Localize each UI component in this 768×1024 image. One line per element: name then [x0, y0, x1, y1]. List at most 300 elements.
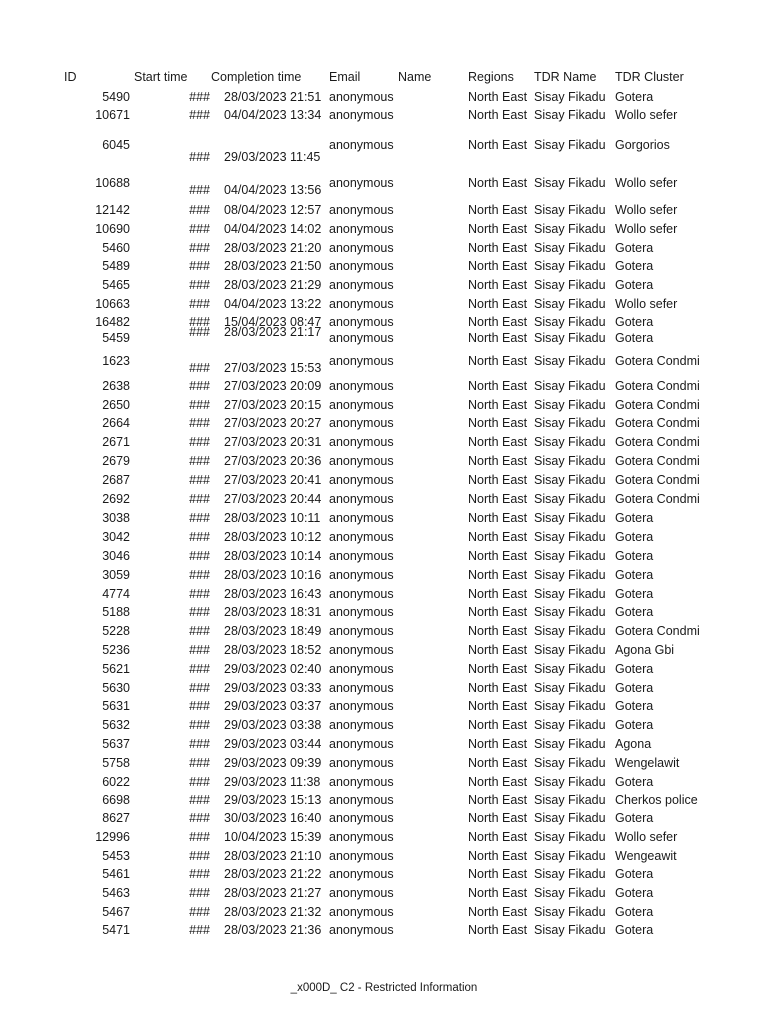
- cell-region: North East: [468, 756, 528, 770]
- cell-completion-time: 28/03/2023 18:52: [224, 643, 322, 657]
- cell-region: North East: [468, 511, 528, 525]
- cell-tdr-name: Sisay Fikadu: [534, 775, 606, 789]
- cell-email: anonymous: [329, 605, 394, 619]
- cell-region: North East: [468, 699, 528, 713]
- cell-tdr-cluster: Agona Gbi: [615, 643, 675, 657]
- cell-region: North East: [468, 90, 528, 104]
- cell-email: anonymous: [329, 793, 394, 807]
- cell-tdr-name: Sisay Fikadu: [534, 354, 606, 368]
- cell-email: anonymous: [329, 138, 394, 152]
- cell-completion-time: 28/03/2023 21:10: [224, 849, 322, 863]
- cell-completion-time: 29/03/2023 11:45: [224, 150, 321, 164]
- header-id: ID: [64, 70, 77, 84]
- cell-id: 5465: [102, 278, 130, 292]
- cell-tdr-cluster: Gotera: [615, 259, 654, 273]
- cell-start-time: ###: [189, 775, 210, 789]
- cell-region: North East: [468, 811, 528, 825]
- cell-email: anonymous: [329, 416, 394, 430]
- cell-id: 12142: [95, 203, 130, 217]
- cell-completion-time: 04/04/2023 14:02: [224, 222, 322, 236]
- cell-id: 5621: [102, 662, 130, 676]
- cell-completion-time: 15/04/2023 08:47: [224, 315, 322, 329]
- cell-completion-time: 29/03/2023 03:33: [224, 681, 322, 695]
- cell-email: anonymous: [329, 886, 394, 900]
- cell-tdr-name: Sisay Fikadu: [534, 905, 606, 919]
- cell-id: 10688: [95, 176, 130, 190]
- cell-start-time: ###: [189, 203, 210, 217]
- cell-start-time: ###: [189, 361, 210, 375]
- cell-start-time: ###: [189, 923, 210, 937]
- cell-region: North East: [468, 923, 528, 937]
- cell-tdr-name: Sisay Fikadu: [534, 241, 606, 255]
- cell-id: 8627: [102, 811, 130, 825]
- cell-start-time: ###: [189, 530, 210, 544]
- cell-tdr-name: Sisay Fikadu: [534, 176, 606, 190]
- cell-tdr-cluster: Gotera: [615, 568, 654, 582]
- classification-footer: _x000D_ C2 - Restricted Information: [290, 982, 478, 994]
- cell-id: 16482: [95, 315, 130, 329]
- cell-email: anonymous: [329, 662, 394, 676]
- cell-tdr-cluster: Wollo sefer: [615, 176, 678, 190]
- cell-tdr-name: Sisay Fikadu: [534, 278, 606, 292]
- cell-id: 2679: [102, 454, 130, 468]
- cell-completion-time: 04/04/2023 13:34: [224, 108, 322, 122]
- header-tdr-name: TDR Name: [534, 70, 597, 84]
- cell-tdr-name: Sisay Fikadu: [534, 811, 606, 825]
- cell-region: North East: [468, 435, 528, 449]
- cell-id: 3059: [102, 568, 130, 582]
- cell-tdr-name: Sisay Fikadu: [534, 662, 606, 676]
- cell-tdr-cluster: Wengeawit: [615, 849, 677, 863]
- cell-email: anonymous: [329, 624, 394, 638]
- cell-email: anonymous: [329, 222, 394, 236]
- cell-start-time: ###: [189, 756, 210, 770]
- cell-id: 5467: [102, 905, 130, 919]
- cell-region: North East: [468, 241, 528, 255]
- cell-completion-time: 27/03/2023 20:41: [224, 473, 322, 487]
- cell-id: 5461: [102, 867, 130, 881]
- cell-region: North East: [468, 587, 528, 601]
- cell-id: 5460: [102, 241, 130, 255]
- cell-tdr-name: Sisay Fikadu: [534, 511, 606, 525]
- header-name: Name: [398, 70, 432, 84]
- cell-email: anonymous: [329, 473, 394, 487]
- cell-email: anonymous: [329, 354, 394, 368]
- cell-email: anonymous: [329, 331, 394, 345]
- cell-tdr-cluster: Gotera: [615, 530, 654, 544]
- cell-id: 1623: [102, 354, 130, 368]
- cell-start-time: ###: [189, 416, 210, 430]
- cell-tdr-name: Sisay Fikadu: [534, 379, 606, 393]
- cell-region: North East: [468, 886, 528, 900]
- cell-region: North East: [468, 176, 528, 190]
- cell-completion-time: 28/03/2023 10:16: [224, 568, 322, 582]
- cell-tdr-cluster: Gotera: [615, 605, 654, 619]
- cell-completion-time: 28/03/2023 21:27: [224, 886, 322, 900]
- cell-id: 3042: [102, 530, 130, 544]
- cell-tdr-cluster: Wollo sefer: [615, 108, 678, 122]
- cell-tdr-name: Sisay Fikadu: [534, 138, 606, 152]
- cell-start-time: ###: [189, 643, 210, 657]
- cell-start-time: ###: [189, 886, 210, 900]
- cell-tdr-name: Sisay Fikadu: [534, 737, 606, 751]
- cell-region: North East: [468, 259, 528, 273]
- cell-tdr-cluster: Gotera: [615, 867, 654, 881]
- cell-start-time: ###: [189, 278, 210, 292]
- cell-start-time: ###: [189, 108, 210, 122]
- cell-tdr-cluster: Gotera: [615, 662, 654, 676]
- cell-start-time: ###: [189, 849, 210, 863]
- cell-email: anonymous: [329, 737, 394, 751]
- cell-region: North East: [468, 849, 528, 863]
- cell-start-time: ###: [189, 150, 210, 164]
- cell-region: North East: [468, 492, 528, 506]
- cell-start-time: ###: [189, 587, 210, 601]
- cell-region: North East: [468, 222, 528, 236]
- cell-region: North East: [468, 549, 528, 563]
- cell-region: North East: [468, 830, 528, 844]
- header-start-time: Start time: [134, 70, 188, 84]
- cell-tdr-cluster: Gotera: [615, 923, 654, 937]
- cell-tdr-cluster: Gotera: [615, 587, 654, 601]
- cell-id: 2687: [102, 473, 130, 487]
- cell-email: anonymous: [329, 568, 394, 582]
- cell-id: 6022: [102, 775, 130, 789]
- cell-email: anonymous: [329, 681, 394, 695]
- cell-tdr-cluster: Gotera: [615, 699, 654, 713]
- cell-region: North East: [468, 331, 528, 345]
- cell-completion-time: 28/03/2023 18:31: [224, 605, 322, 619]
- cell-completion-time: 29/03/2023 02:40: [224, 662, 322, 676]
- header-completion-time: Completion time: [211, 70, 302, 84]
- cell-completion-time: 28/03/2023 16:43: [224, 587, 322, 601]
- cell-start-time: ###: [189, 699, 210, 713]
- cell-tdr-cluster: Wengelawit: [615, 756, 680, 770]
- cell-tdr-name: Sisay Fikadu: [534, 398, 606, 412]
- cell-region: North East: [468, 775, 528, 789]
- cell-email: anonymous: [329, 454, 394, 468]
- cell-id: 5758: [102, 756, 130, 770]
- cell-start-time: ###: [189, 830, 210, 844]
- cell-email: anonymous: [329, 511, 394, 525]
- cell-start-time: ###: [189, 605, 210, 619]
- cell-id: 3046: [102, 549, 130, 563]
- cell-start-time: ###: [189, 681, 210, 695]
- cell-tdr-name: Sisay Fikadu: [534, 315, 606, 329]
- cell-region: North East: [468, 398, 528, 412]
- cell-tdr-name: Sisay Fikadu: [534, 90, 606, 104]
- cell-tdr-name: Sisay Fikadu: [534, 849, 606, 863]
- cell-region: North East: [468, 138, 528, 152]
- cell-email: anonymous: [329, 718, 394, 732]
- cell-completion-time: 27/03/2023 20:31: [224, 435, 322, 449]
- cell-tdr-cluster: Gotera: [615, 511, 654, 525]
- cell-tdr-name: Sisay Fikadu: [534, 530, 606, 544]
- cell-start-time: ###: [189, 811, 210, 825]
- cell-completion-time: 28/03/2023 10:14: [224, 549, 322, 563]
- cell-id: 5632: [102, 718, 130, 732]
- cell-email: anonymous: [329, 435, 394, 449]
- cell-tdr-name: Sisay Fikadu: [534, 454, 606, 468]
- cell-tdr-cluster: Gotera: [615, 886, 654, 900]
- cell-tdr-cluster: Gotera: [615, 90, 654, 104]
- cell-tdr-name: Sisay Fikadu: [534, 756, 606, 770]
- cell-id: 5188: [102, 605, 130, 619]
- cell-completion-time: 29/03/2023 15:13: [224, 793, 322, 807]
- cell-completion-time: 28/03/2023 18:49: [224, 624, 322, 638]
- cell-tdr-name: Sisay Fikadu: [534, 718, 606, 732]
- cell-region: North East: [468, 793, 528, 807]
- cell-tdr-cluster: Gotera: [615, 718, 654, 732]
- cell-tdr-name: Sisay Fikadu: [534, 643, 606, 657]
- cell-id: 5489: [102, 259, 130, 273]
- cell-completion-time: 27/03/2023 20:15: [224, 398, 322, 412]
- cell-id: 5459: [102, 331, 130, 345]
- cell-start-time: ###: [189, 90, 210, 104]
- cell-email: anonymous: [329, 398, 394, 412]
- cell-tdr-cluster: Gotera: [615, 775, 654, 789]
- cell-region: North East: [468, 662, 528, 676]
- cell-email: anonymous: [329, 905, 394, 919]
- cell-completion-time: 10/04/2023 15:39: [224, 830, 322, 844]
- cell-tdr-name: Sisay Fikadu: [534, 416, 606, 430]
- cell-completion-time: 28/03/2023 21:22: [224, 867, 322, 881]
- cell-start-time: ###: [189, 473, 210, 487]
- cell-start-time: ###: [189, 905, 210, 919]
- cell-completion-time: 28/03/2023 10:12: [224, 530, 322, 544]
- cell-start-time: ###: [189, 259, 210, 273]
- cell-tdr-name: Sisay Fikadu: [534, 549, 606, 563]
- cell-id: 5630: [102, 681, 130, 695]
- cell-tdr-cluster: Gotera: [615, 331, 654, 345]
- cell-id: 10671: [95, 108, 130, 122]
- cell-completion-time: 08/04/2023 12:57: [224, 203, 322, 217]
- cell-region: North East: [468, 681, 528, 695]
- cell-tdr-cluster: Gotera: [615, 278, 654, 292]
- cell-tdr-name: Sisay Fikadu: [534, 681, 606, 695]
- cell-region: North East: [468, 416, 528, 430]
- cell-start-time: ###: [189, 454, 210, 468]
- cell-id: 12996: [95, 830, 130, 844]
- cell-email: anonymous: [329, 699, 394, 713]
- cell-start-time: ###: [189, 315, 210, 329]
- cell-tdr-name: Sisay Fikadu: [534, 435, 606, 449]
- cell-tdr-cluster: Gotera Condmi: [615, 492, 700, 506]
- cell-tdr-name: Sisay Fikadu: [534, 297, 606, 311]
- cell-region: North East: [468, 737, 528, 751]
- cell-tdr-name: Sisay Fikadu: [534, 605, 606, 619]
- cell-region: North East: [468, 108, 528, 122]
- cell-tdr-name: Sisay Fikadu: [534, 331, 606, 345]
- cell-start-time: ###: [189, 325, 210, 339]
- cell-tdr-cluster: Gotera Condmi: [615, 473, 700, 487]
- cell-email: anonymous: [329, 530, 394, 544]
- cell-start-time: ###: [189, 297, 210, 311]
- cell-id: 10663: [95, 297, 130, 311]
- cell-completion-time: 29/03/2023 03:38: [224, 718, 322, 732]
- cell-tdr-name: Sisay Fikadu: [534, 624, 606, 638]
- cell-completion-time: 29/03/2023 09:39: [224, 756, 322, 770]
- cell-region: North East: [468, 354, 528, 368]
- cell-region: North East: [468, 643, 528, 657]
- cell-tdr-cluster: Gorgorios: [615, 138, 670, 152]
- cell-email: anonymous: [329, 867, 394, 881]
- cell-tdr-cluster: Gotera: [615, 811, 654, 825]
- cell-start-time: ###: [189, 793, 210, 807]
- cell-tdr-name: Sisay Fikadu: [534, 473, 606, 487]
- cell-tdr-name: Sisay Fikadu: [534, 259, 606, 273]
- cell-email: anonymous: [329, 587, 394, 601]
- cell-email: anonymous: [329, 811, 394, 825]
- cell-start-time: ###: [189, 222, 210, 236]
- cell-tdr-name: Sisay Fikadu: [534, 203, 606, 217]
- cell-email: anonymous: [329, 108, 394, 122]
- cell-completion-time: 29/03/2023 03:37: [224, 699, 322, 713]
- cell-tdr-cluster: Gotera: [615, 681, 654, 695]
- cell-id: 2638: [102, 379, 130, 393]
- cell-id: 5236: [102, 643, 130, 657]
- cell-email: anonymous: [329, 90, 394, 104]
- cell-start-time: ###: [189, 549, 210, 563]
- cell-tdr-cluster: Gotera Condmi: [615, 416, 700, 430]
- header-email: Email: [329, 70, 361, 84]
- cell-tdr-name: Sisay Fikadu: [534, 699, 606, 713]
- cell-id: 2671: [102, 435, 130, 449]
- cell-email: anonymous: [329, 849, 394, 863]
- cell-tdr-name: Sisay Fikadu: [534, 587, 606, 601]
- cell-completion-time: 27/03/2023 20:27: [224, 416, 322, 430]
- cell-tdr-cluster: Gotera Condmi: [615, 354, 700, 368]
- cell-region: North East: [468, 605, 528, 619]
- cell-region: North East: [468, 203, 528, 217]
- cell-email: anonymous: [329, 756, 394, 770]
- cell-region: North East: [468, 530, 528, 544]
- cell-tdr-cluster: Wollo sefer: [615, 222, 678, 236]
- cell-tdr-cluster: Wollo sefer: [615, 203, 678, 217]
- cell-id: 2650: [102, 398, 130, 412]
- cell-region: North East: [468, 379, 528, 393]
- cell-completion-time: 28/03/2023 21:17: [224, 325, 322, 339]
- cell-id: 5453: [102, 849, 130, 863]
- cell-id: 2692: [102, 492, 130, 506]
- cell-start-time: ###: [189, 662, 210, 676]
- cell-region: North East: [468, 473, 528, 487]
- header-regions: Regions: [468, 70, 514, 84]
- cell-email: anonymous: [329, 278, 394, 292]
- cell-email: anonymous: [329, 379, 394, 393]
- cell-id: 5228: [102, 624, 130, 638]
- cell-tdr-cluster: Gotera: [615, 549, 654, 563]
- cell-tdr-name: Sisay Fikadu: [534, 793, 606, 807]
- cell-tdr-name: Sisay Fikadu: [534, 108, 606, 122]
- cell-region: North East: [468, 718, 528, 732]
- cell-completion-time: 28/03/2023 21:32: [224, 905, 322, 919]
- cell-region: North East: [468, 568, 528, 582]
- cell-completion-time: 27/03/2023 20:44: [224, 492, 322, 506]
- cell-id: 2664: [102, 416, 130, 430]
- cell-tdr-cluster: Cherkos police: [615, 793, 698, 807]
- cell-completion-time: 27/03/2023 15:53: [224, 361, 322, 375]
- cell-tdr-cluster: Gotera Condmi: [615, 379, 700, 393]
- cell-start-time: ###: [189, 511, 210, 525]
- cell-tdr-name: Sisay Fikadu: [534, 222, 606, 236]
- cell-tdr-cluster: Wollo sefer: [615, 830, 678, 844]
- cell-tdr-cluster: Agona: [615, 737, 652, 751]
- cell-start-time: ###: [189, 183, 210, 197]
- cell-completion-time: 28/03/2023 10:11: [224, 511, 321, 525]
- cell-start-time: ###: [189, 867, 210, 881]
- header-tdr-cluster: TDR Cluster: [615, 70, 684, 84]
- cell-id: 5637: [102, 737, 130, 751]
- cell-id: 5463: [102, 886, 130, 900]
- cell-start-time: ###: [189, 624, 210, 638]
- cell-id: 4774: [102, 587, 130, 601]
- cell-completion-time: 28/03/2023 21:50: [224, 259, 322, 273]
- cell-email: anonymous: [329, 203, 394, 217]
- cell-email: anonymous: [329, 241, 394, 255]
- cell-tdr-cluster: Gotera Condmi: [615, 454, 700, 468]
- cell-tdr-name: Sisay Fikadu: [534, 867, 606, 881]
- cell-start-time: ###: [189, 379, 210, 393]
- cell-start-time: ###: [189, 568, 210, 582]
- cell-tdr-cluster: Gotera: [615, 905, 654, 919]
- cell-id: 6698: [102, 793, 130, 807]
- cell-region: North East: [468, 867, 528, 881]
- cell-completion-time: 30/03/2023 16:40: [224, 811, 322, 825]
- cell-completion-time: 29/03/2023 03:44: [224, 737, 322, 751]
- cell-completion-time: 27/03/2023 20:36: [224, 454, 322, 468]
- cell-email: anonymous: [329, 315, 394, 329]
- cell-region: North East: [468, 454, 528, 468]
- cell-tdr-cluster: Wollo sefer: [615, 297, 678, 311]
- cell-tdr-name: Sisay Fikadu: [534, 923, 606, 937]
- cell-email: anonymous: [329, 259, 394, 273]
- cell-completion-time: 28/03/2023 21:51: [224, 90, 322, 104]
- cell-email: anonymous: [329, 775, 394, 789]
- cell-tdr-name: Sisay Fikadu: [534, 886, 606, 900]
- cell-id: 6045: [102, 138, 130, 152]
- cell-id: 5490: [102, 90, 130, 104]
- cell-completion-time: 29/03/2023 11:38: [224, 775, 321, 789]
- cell-start-time: ###: [189, 492, 210, 506]
- cell-email: anonymous: [329, 643, 394, 657]
- cell-completion-time: 04/04/2023 13:56: [224, 183, 322, 197]
- cell-id: 5631: [102, 699, 130, 713]
- cell-completion-time: 27/03/2023 20:09: [224, 379, 322, 393]
- cell-region: North East: [468, 297, 528, 311]
- cell-start-time: ###: [189, 718, 210, 732]
- cell-start-time: ###: [189, 737, 210, 751]
- cell-region: North East: [468, 624, 528, 638]
- cell-email: anonymous: [329, 176, 394, 190]
- cell-completion-time: 28/03/2023 21:36: [224, 923, 322, 937]
- cell-tdr-cluster: Gotera Condmi: [615, 435, 700, 449]
- cell-tdr-cluster: Gotera Condmi: [615, 398, 700, 412]
- cell-id: 10690: [95, 222, 130, 236]
- cell-email: anonymous: [329, 549, 394, 563]
- cell-completion-time: 28/03/2023 21:29: [224, 278, 322, 292]
- cell-tdr-name: Sisay Fikadu: [534, 830, 606, 844]
- cell-tdr-cluster: Gotera: [615, 315, 654, 329]
- cell-region: North East: [468, 905, 528, 919]
- cell-tdr-name: Sisay Fikadu: [534, 492, 606, 506]
- cell-id: 3038: [102, 511, 130, 525]
- cell-region: North East: [468, 315, 528, 329]
- cell-tdr-cluster: Gotera: [615, 241, 654, 255]
- cell-start-time: ###: [189, 241, 210, 255]
- cell-region: North East: [468, 278, 528, 292]
- cell-email: anonymous: [329, 923, 394, 937]
